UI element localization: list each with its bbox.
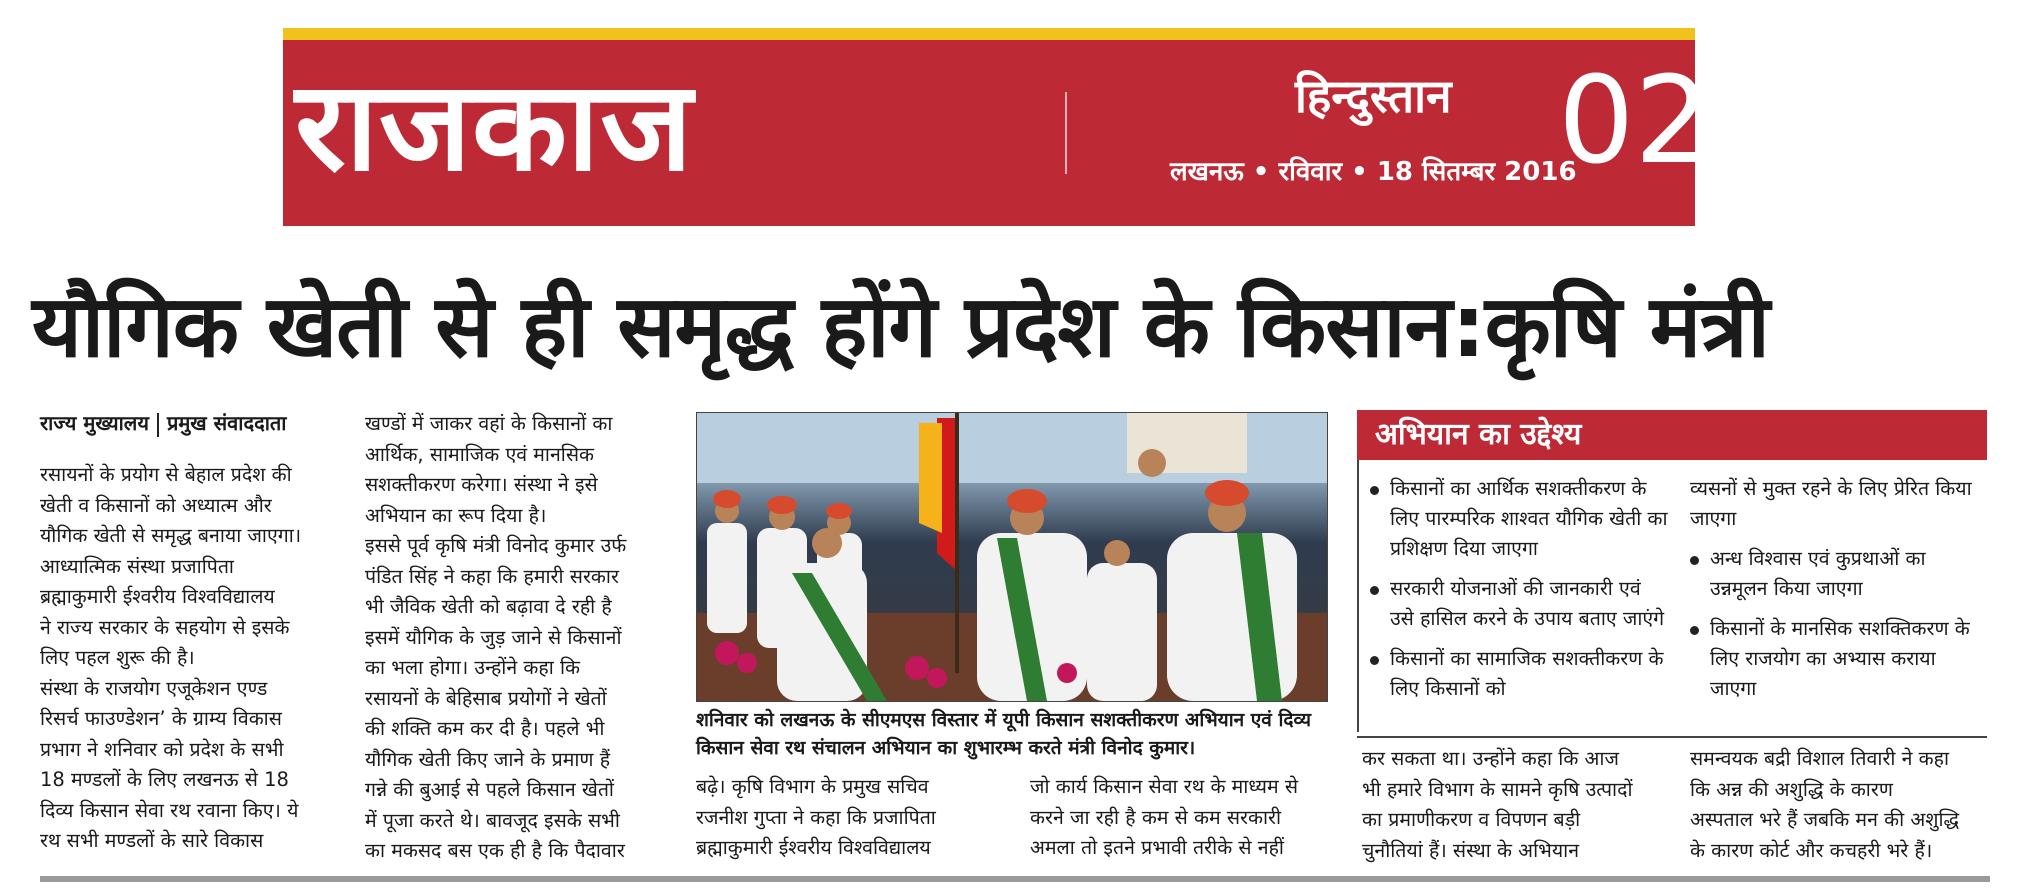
text-line: ब्रह्माकुमारी ईश्वरीय विश्वविद्यालय bbox=[696, 836, 931, 859]
list-item: किसानों का आर्थिक सशक्तीकरण के लिए पारम्परिक शाश्वत यौगिक खेती का प्रशिक्षण दिया जाएगा bbox=[1370, 474, 1670, 564]
text-line: लिए पहल शुरू की है। bbox=[40, 646, 195, 669]
headline: यौगिक खेती से ही समृद्ध होंगे प्रदेश के किसान:कृषि मंत्री bbox=[32, 277, 1769, 377]
photo-illustration bbox=[697, 413, 1327, 701]
text-line: इससे पूर्व कृषि मंत्री विनोद कुमार उर्फ bbox=[365, 534, 627, 557]
text-line: आर्थिक, सामाजिक एवं मानसिक bbox=[365, 442, 595, 466]
text-line: जो कार्य किसान सेवा रथ के माध्यम से bbox=[1030, 775, 1299, 798]
text-line: समन्वयक बद्री विशाल तिवारी ने कहा bbox=[1690, 747, 1950, 770]
text-line: रसायनों के बेहिसाब प्रयोगों ने खेतों bbox=[365, 686, 607, 710]
article-column-2 bbox=[365, 409, 665, 867]
dateline: लखनऊ • रविवार • 18 सितम्बर 2016 bbox=[1170, 157, 1577, 187]
text-line: 18 मण्डलों के लिए लखनऊ से 18 bbox=[40, 768, 289, 791]
bullet-icon bbox=[1690, 626, 1699, 635]
text-line: खण्डों में जाकर वहां के किसानों का bbox=[365, 412, 613, 435]
text-line: का भला होगा। उन्होंने कहा कि bbox=[365, 656, 580, 679]
list-item-continued: व्यसनों से मुक्त रहने के लिए प्रेरित किया जाएगा bbox=[1690, 477, 1972, 530]
box-border-bottom bbox=[1357, 736, 1987, 738]
list-item: किसानों का सामाजिक सशक्तीकरण के लिए किसानों को bbox=[1370, 644, 1670, 704]
text-line: का प्रमाणीकरण व विपणन बड़ी bbox=[1362, 808, 1581, 831]
masthead-divider bbox=[1065, 92, 1067, 174]
bullet-icon bbox=[1370, 586, 1379, 595]
text-line: रिसर्च फाउण्डेशन’ के ग्राम्य विकास bbox=[40, 707, 282, 730]
byline-author: प्रमुख संवाददाता bbox=[166, 411, 287, 435]
news-photo bbox=[696, 412, 1328, 702]
article-column-1 bbox=[40, 460, 340, 857]
list-item: सरकारी योजनाओं की जानकारी एवं उसे हासिल करने के उपाय बताए जाएंगे bbox=[1370, 574, 1670, 634]
text-line: इसमें यौगिक के जुड़ जाने से किसानों bbox=[365, 625, 622, 649]
text-line: संस्था के राजयोग एजूकेशन एण्ड bbox=[40, 676, 268, 700]
text-line: रथ सभी मण्डलों के सारे विकास bbox=[40, 829, 264, 852]
text-line: दिव्य किसान सेवा रथ रवाना किए। ये bbox=[40, 798, 299, 822]
list-item: किसानों के मानसिक सशक्तिकरण के लिए राजयोग का अभ्यास कराया जाएगा bbox=[1690, 614, 1980, 704]
article-column-6 bbox=[1690, 744, 1990, 866]
byline-place: राज्य मुख्यालय bbox=[40, 411, 149, 435]
text-line: भी हमारे विभाग के सामने कृषि उत्पादों bbox=[1362, 777, 1633, 801]
text-line: पंडित सिंह ने कहा कि हमारी सरकार bbox=[365, 564, 619, 588]
article-column-5 bbox=[1362, 744, 1662, 866]
text-line: चुनौतियां हैं। संस्था के अभियान bbox=[1362, 838, 1580, 862]
footer-rule bbox=[40, 876, 1990, 882]
text-line: गन्ने की बुआई से पहले किसान खेतों bbox=[365, 778, 614, 801]
text-line: का मकसद बस एक ही है कि पैदावार bbox=[365, 839, 625, 862]
text-line: सशक्तीकरण करेगा। संस्था ने इसे bbox=[365, 473, 598, 496]
bullet-icon bbox=[1370, 656, 1379, 665]
article-column-4 bbox=[1030, 772, 1330, 864]
newspaper-logo: हिन्दुस्तान bbox=[1295, 69, 1452, 123]
text-line: प्रभाग ने शनिवार को प्रदेश के सभी bbox=[40, 737, 284, 761]
text-line: खेती व किसानों को अध्यात्म और bbox=[40, 493, 272, 517]
text-line: अभियान का रूप दिया है। bbox=[365, 503, 547, 527]
section-title: राजकाज bbox=[295, 55, 694, 199]
text-line: ने राज्य सरकार के सहयोग से इसके bbox=[40, 615, 290, 639]
bullet-icon bbox=[1690, 556, 1699, 565]
masthead-stripe bbox=[283, 28, 1695, 40]
text-line: अस्पताल भरे हैं जबकि मन की अशुद्धि bbox=[1690, 808, 1960, 831]
box-left-list bbox=[1370, 474, 1670, 714]
list-item: अन्ध विश्वास एवं कुप्रथाओं का उन्नमूलन किया जाएगा bbox=[1690, 544, 1980, 604]
article-column-3 bbox=[696, 772, 996, 864]
byline-divider bbox=[157, 413, 159, 437]
text-line: कि अन्न की अशुद्धि के कारण bbox=[1690, 777, 1893, 801]
text-line: बढ़े। कृषि विभाग के प्रमुख सचिव bbox=[696, 775, 929, 798]
text-line: भी जैविक खेती को बढ़ावा दे रही है bbox=[365, 595, 612, 618]
box-right-list bbox=[1690, 474, 1980, 714]
box-border bbox=[1357, 460, 1359, 732]
text-line: कर सकता था। उन्होंने कहा कि आज bbox=[1362, 747, 1619, 770]
text-line: अमला तो इतने प्रभावी तरीके से नहीं bbox=[1030, 836, 1284, 859]
text-line: ब्रह्माकुमारी ईश्वरीय विश्वविद्यालय bbox=[40, 585, 275, 608]
text-line: करने जा रही है कम से कम सरकारी bbox=[1030, 805, 1282, 829]
photo-caption: शनिवार को लखनऊ के सीएमएस विस्तार में यूपी किसान सशक्तीकरण अभियान एवं दिव्य किसान सेवा रथ संचालन अभियान का शुभारम्भ करते मंत्री विनोद कुमार। bbox=[696, 709, 1311, 759]
text-line: रसायनों के प्रयोग से बेहाल प्रदेश की bbox=[40, 463, 292, 486]
text-line: के कारण कोर्ट और कचहरी भरे हैं। bbox=[1690, 838, 1933, 862]
text-line: की शक्ति कम कर दी है। पहले भी bbox=[365, 717, 605, 740]
text-line: यौगिक खेती किए जाने के प्रमाण हैं bbox=[365, 747, 611, 771]
box-title: अभियान का उद्देश्य bbox=[1375, 417, 1582, 452]
page-number: 02 bbox=[1558, 52, 1711, 191]
bullet-icon bbox=[1370, 486, 1379, 495]
text-line: में पूजा करते थे। बावजूद इसके सभी bbox=[365, 808, 620, 832]
byline bbox=[40, 409, 286, 437]
text-line: यौगिक खेती से समृद्ध बनाया जाएगा। bbox=[40, 524, 302, 547]
text-line: आध्यात्मिक संस्था प्रजापिता bbox=[40, 554, 234, 578]
text-line: रजनीश गुप्ता ने कहा कि प्रजापिता bbox=[696, 805, 936, 829]
